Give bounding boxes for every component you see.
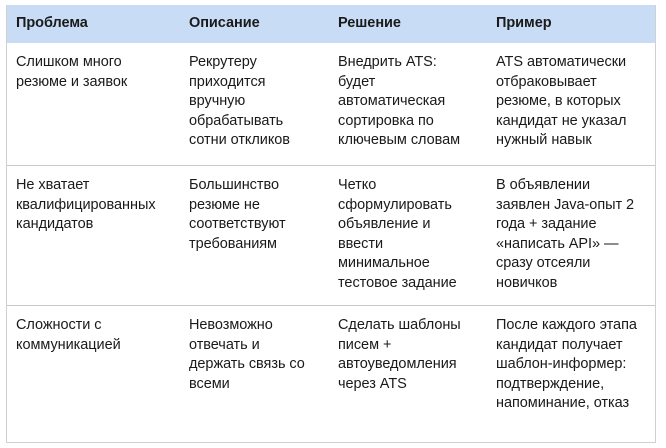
cell-problem: Слишком много резюме и заявок [16, 54, 128, 90]
cell-problem: Не хватает квалифицированных кандидатов [16, 177, 156, 232]
table-body [6, 43, 656, 444]
table-row [6, 43, 656, 166]
cell-example: ATS автоматически отбраковывает резюме, в которых кандидат не указал нужный навык [496, 54, 627, 148]
header-example: Пример [486, 5, 656, 43]
table-row [6, 306, 656, 445]
cell-description: Большинство резюме не соответствуют требованиям [189, 177, 286, 252]
header-description: Описание [179, 5, 328, 43]
comparison-table [6, 5, 656, 444]
cell-solution: Внедрить ATS: будет автоматическая сортировка по ключевым словам [338, 54, 461, 148]
cell-description: Невозможно отвечать и держать связь со всеми [189, 317, 305, 392]
cell-solution: Сделать шаблоны писем + автоуведомления через ATS [338, 317, 461, 392]
table-header [6, 5, 656, 43]
cell-solution: Четко сформулировать объявление и ввести минимальное тестовое задание [338, 177, 457, 291]
table-row [6, 166, 656, 306]
cell-example: После каждого этапа кандидат получает шаблон-информер: подтверждение, напоминание, отказ [496, 317, 637, 411]
header-solution: Решение [328, 5, 486, 43]
cell-problem: Сложности с коммуникацией [16, 317, 121, 353]
cell-example: В объявлении заявлен Java-опыт 2 года + задание «написать API» — сразу отсеяли новичков [496, 177, 635, 291]
header-row [6, 5, 656, 43]
header-problem: Проблема [6, 5, 179, 43]
cell-description: Рекрутеру приходится вручную обрабатывать сотни откликов [189, 54, 290, 148]
